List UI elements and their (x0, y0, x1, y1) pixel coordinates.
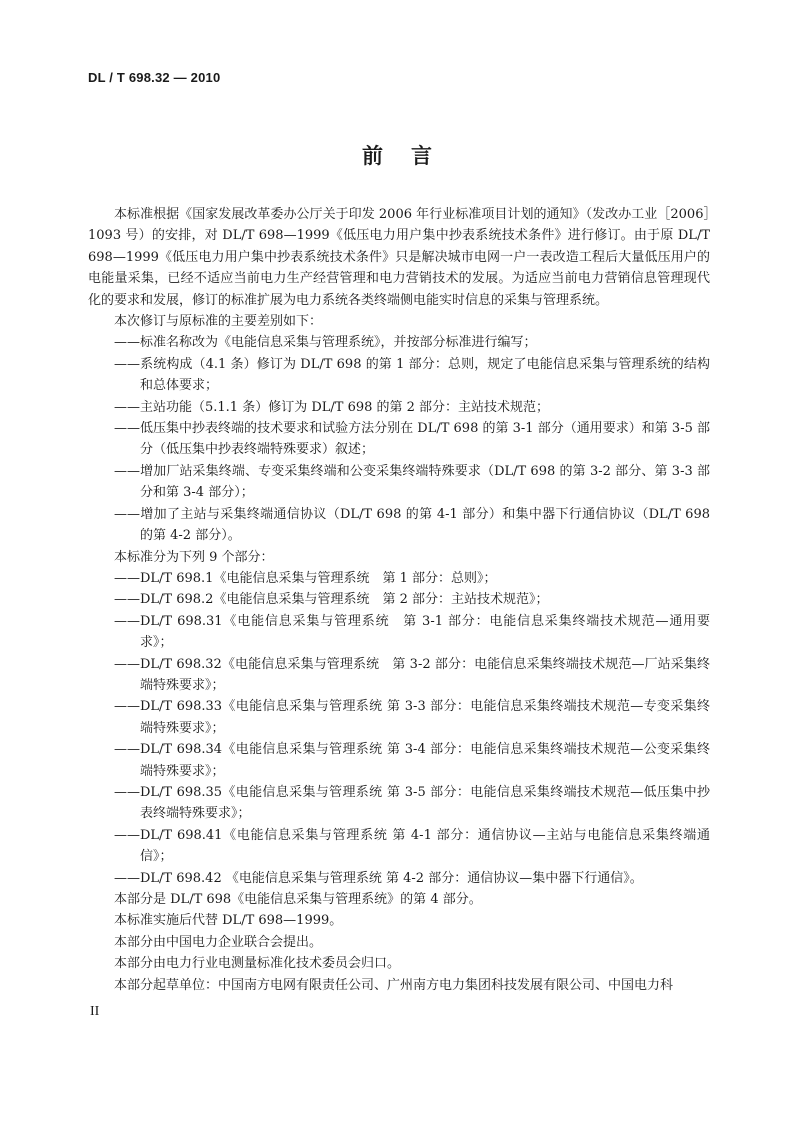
changes-intro: 本次修订与原标准的主要差别如下： (114, 314, 323, 330)
list-item: ——增加厂站采集终端、专变采集终端和公变采集终端特殊要求（DL/T 698 的第 3-2 部分、第 3-3 部分和第 3-4 部分）； (114, 463, 710, 501)
parts-intro: 本标准分为下列 9 个部分： (114, 549, 274, 565)
closing-paragraph: 本部分是 DL/T 698《电能信息采集与管理系统》的第 4 部分。 (114, 892, 482, 907)
list-item: ——DL/T 698.31《电能信息采集与管理系统 第 3-1 部分：电能信息采集终端技术规范—通用要求》； (114, 613, 710, 651)
list-item: ——DL/T 698.2《电能信息采集与管理系统 第 2 部分：主站技术规范》； (114, 592, 549, 608)
closing-paragraph: 本标准实施后代替 DL/T 698—1999。 (114, 913, 343, 929)
list-item: ——DL/T 698.33《电能信息采集与管理系统 第 3-3 部分：电能信息采集终端技术规范—专变采集终端特殊要求》； (114, 699, 710, 736)
standard-code: DL / T 698.32 — 2010 (88, 70, 221, 85)
foreword-body (88, 204, 710, 996)
list-item: ——增加了主站与采集终端通信协议（DL/T 698 的第 4-1 部分）和集中器下行通信协议（DL/T 698 的第 4-2 部分）。 (114, 506, 710, 544)
list-item: ——低压集中抄表终端的技术要求和试验方法分别在 DL/T 698 的第 3-1 部分（通用要求）和第 3-5 部分（低压集中抄表终端特殊要求）叙述； (114, 421, 710, 458)
page-title: 前言 (362, 143, 460, 168)
list-item: ——DL/T 698.35《电能信息采集与管理系统 第 3-5 部分：电能信息采集终端技术规范—低压集中抄表终端特殊要求》； (114, 784, 710, 822)
list-item: ——系统构成（4.1 条）修订为 DL/T 698 的第 1 部分：总则，规定了电能信息采集与管理系统的结构和总体要求； (114, 356, 710, 394)
list-item: ——DL/T 698.42 《电能信息采集与管理系统 第 4-2 部分：通信协议—集中器下行通信》。 (114, 870, 643, 886)
changes-list (88, 332, 710, 546)
list-item: ——DL/T 698.32《电能信息采集与管理系统 第 3-2 部分：电能信息采集终端技术规范—厂站采集终端特殊要求》； (114, 656, 710, 693)
list-item: ——DL/T 698.41《电能信息采集与管理系统 第 4-1 部分：通信协议—主站与电能信息采集终端通信》； (114, 827, 710, 865)
list-item: ——标准名称改为《电能信息采集与管理系统》，并按部分标准进行编写； (114, 335, 537, 351)
page-number: II (90, 1004, 100, 1019)
closing-paragraph: 本部分由电力行业电测量标准化技术委员会归口。 (114, 956, 401, 972)
closing-paragraph: 本部分由中国电力企业联合会提出。 (114, 934, 323, 950)
list-item: ——DL/T 698.1《电能信息采集与管理系统 第 1 部分：总则》； (114, 570, 497, 586)
parts-list (88, 568, 710, 889)
list-item: ——DL/T 698.34《电能信息采集与管理系统 第 3-4 部分：电能信息采集终端技术规范—公变采集终端特殊要求》； (114, 742, 710, 779)
closing-paragraph: 本部分起草单位：中国南方电网有限责任公司、广州南方电力集团科技发展有限公司、中国电力科 (114, 977, 674, 993)
list-item: ——主站功能（5.1.1 条）修订为 DL/T 698 的第 2 部分：主站技术规范； (114, 399, 550, 415)
intro-paragraph: 本标准根据《国家发展改革委办公厅关于印发 2006 年行业标准项目计划的通知》（发改办工业［2006］1093 号）的安排，对 DL/T 698—1999《低压电力用户集中抄表系统技术条件》进行修订。由于原 DL/T 698—1999《低压电力用户集中抄表系统技术条件》只是解决城市电网一户一表改造工程后大量低压用户的电能量采集，已经不适应当前电力生产经营管理和电力营销技术的发展。为适应当前电力营销信息管理现代化的要求和发展，修订的标准扩展为电力系统各类终端侧电能实时信息的采集与管理系统。 (88, 207, 710, 308)
